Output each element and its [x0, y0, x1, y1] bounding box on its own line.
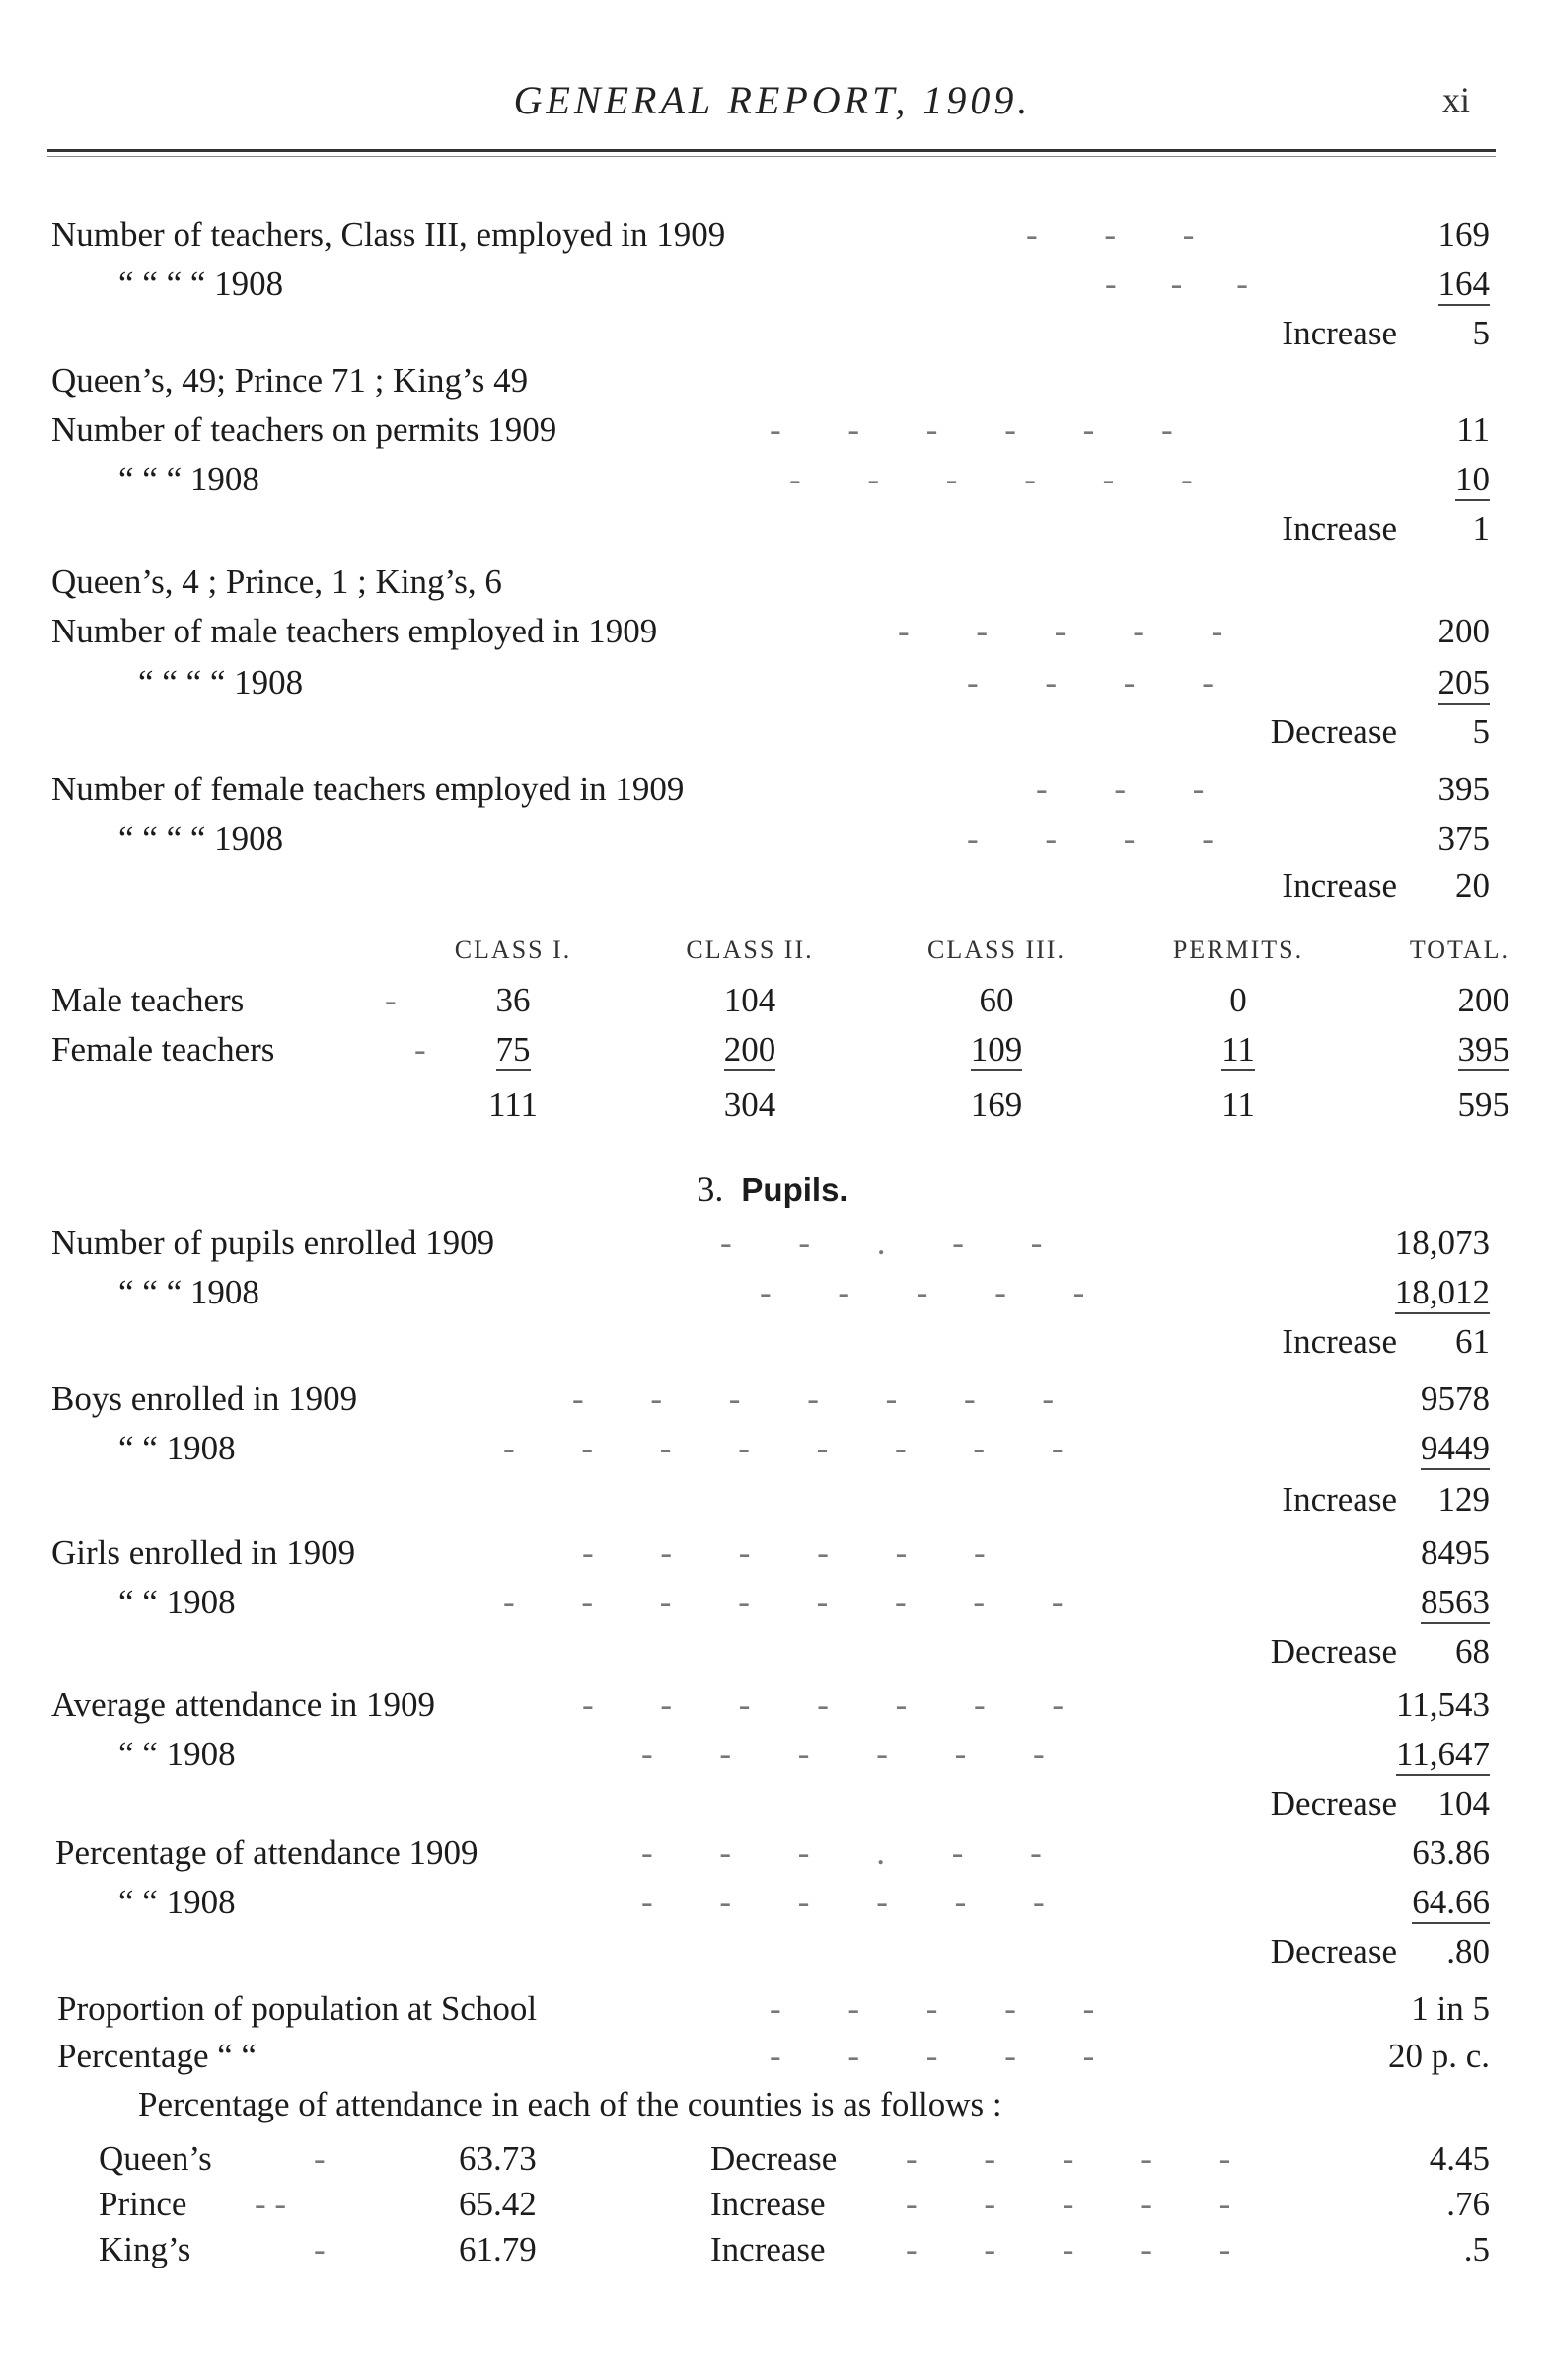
row-label: Female teachers	[51, 1030, 275, 1069]
county-row	[0, 2139, 1545, 2187]
leader-dashes: - - - -	[967, 663, 1217, 702]
difference-label: Increase	[1282, 314, 1397, 352]
stat-label: “ “ “ 1908	[118, 1273, 259, 1311]
stat-row	[0, 1429, 1545, 1476]
stat-row	[0, 1883, 1545, 1930]
difference-label: Decrease	[1270, 1932, 1397, 1971]
stat-label: “ “ 1908	[118, 1735, 236, 1773]
cell-value: 11	[1221, 1030, 1255, 1069]
leader-dashes: - - -	[1026, 215, 1199, 254]
county-change: Decrease	[710, 2139, 838, 2178]
cell-value: 200	[723, 1030, 776, 1069]
county-percent: 63.73	[459, 2139, 537, 2178]
stat-row	[0, 770, 1545, 817]
county-change-value: .5	[1463, 2230, 1490, 2268]
table-cell: 0	[1229, 981, 1247, 1019]
leader-dashes: - - -	[1105, 264, 1252, 303]
stat-row	[0, 1533, 1545, 1581]
stat-value: 205	[1438, 663, 1491, 705]
leader-dashes: - - - - - - -	[582, 1685, 1068, 1724]
stat-value: 200	[1437, 612, 1490, 650]
column-header: CLASS II.	[686, 935, 814, 964]
leader-dashes: - - - -	[967, 819, 1217, 857]
stat-label: Average attendance in 1909	[51, 1685, 436, 1724]
breakdown-text: Queen’s, 49; Prince 71 ; King’s 49	[51, 361, 529, 400]
county-dash: -	[314, 2139, 326, 2178]
section-title: Pupils.	[741, 1171, 848, 1208]
difference-label: Increase	[1282, 1322, 1397, 1361]
total-cell: 11	[1221, 1085, 1255, 1124]
table-cell: 200	[1457, 981, 1509, 1019]
leader-dashes: - - - - -	[906, 2230, 1235, 2268]
table-cell: 60	[979, 981, 1014, 1019]
stat-label: Percentage of attendance 1909	[55, 1833, 478, 1872]
stat-row	[0, 410, 1545, 458]
difference-value: 1	[1472, 509, 1490, 548]
total-cell: 304	[723, 1085, 776, 1124]
county-breakdown	[0, 361, 1545, 409]
stat-label: “ “ 1908	[118, 1429, 236, 1467]
header-rule-thin	[47, 156, 1496, 157]
stat-value: 11,647	[1396, 1735, 1490, 1776]
column-header: CLASS III.	[927, 935, 1066, 964]
county-row	[0, 2185, 1545, 2232]
table-row	[0, 1030, 1545, 1078]
stat-value: 375	[1437, 819, 1490, 857]
stat-value: 169	[1437, 215, 1490, 254]
breakdown-text: Queen’s, 4 ; Prince, 1 ; King’s, 6	[51, 562, 502, 601]
stat-label: Boys enrolled in 1909	[51, 1379, 358, 1418]
leader-dashes: - - - - - -	[789, 460, 1197, 498]
stat-label: Number of teachers on permits 1909	[51, 410, 557, 449]
column-header: CLASS I.	[454, 935, 572, 964]
stat-label: Girls enrolled in 1909	[51, 1533, 356, 1572]
stat-row	[0, 1735, 1545, 1782]
stat-label: “ “ 1908	[118, 1583, 236, 1621]
total-cell: 111	[488, 1085, 538, 1124]
column-header: TOTAL.	[1409, 935, 1509, 964]
county-row	[0, 2230, 1545, 2277]
county-change: Increase	[710, 2185, 826, 2223]
leader-dashes: - - - - -	[770, 2037, 1099, 2075]
difference-row	[0, 1932, 1545, 1979]
table-cell	[414, 1030, 612, 1070]
stat-value: 11,543	[1396, 1685, 1490, 1724]
stat-row	[0, 215, 1545, 262]
table-row	[0, 981, 1545, 1028]
county-intro-text: Percentage of attendance in each of the counties is as follows :	[138, 2085, 1002, 2123]
county-dash: -	[314, 2230, 326, 2268]
table-cell	[1135, 1030, 1342, 1070]
stat-value: 63.86	[1412, 1833, 1490, 1872]
stat-row	[0, 460, 1545, 507]
stat-label: Number of pupils enrolled 1909	[51, 1224, 495, 1262]
leader-dashes: - - - - -	[906, 2139, 1235, 2178]
stat-value: 11	[1456, 410, 1490, 449]
difference-value: .80	[1446, 1932, 1490, 1971]
difference-label: Decrease	[1270, 1784, 1397, 1822]
stat-label: Number of male teachers employed in 1909	[51, 612, 658, 650]
leader-dashes: - - - - - -	[641, 1883, 1049, 1921]
county-name: Queen’s	[99, 2139, 212, 2178]
stat-label: “ “ “ “ 1908	[138, 663, 304, 702]
table-totals-row	[0, 1085, 1545, 1133]
difference-value: 61	[1455, 1322, 1490, 1361]
row-label: Male teachers	[51, 981, 245, 1019]
row-dash: -	[385, 981, 397, 1019]
county-percent: 65.42	[459, 2185, 537, 2223]
county-name: Prince	[99, 2185, 187, 2223]
stat-row	[0, 1989, 1545, 2037]
table-cell	[888, 1030, 1105, 1070]
difference-row	[0, 1322, 1545, 1370]
stat-row	[0, 1273, 1545, 1320]
county-dash: - -	[255, 2185, 287, 2223]
stat-row	[0, 1379, 1545, 1427]
stat-row	[0, 612, 1545, 659]
county-change-value: .76	[1446, 2185, 1490, 2223]
stat-value: 164	[1438, 264, 1491, 306]
leader-dashes: - - - - - -	[582, 1533, 990, 1572]
difference-value: 129	[1437, 1480, 1490, 1519]
difference-value: 68	[1455, 1632, 1490, 1671]
stat-value: 18,073	[1394, 1224, 1490, 1262]
stat-label: Number of teachers, Class III, employed in 1909	[51, 215, 726, 254]
difference-row	[0, 1632, 1545, 1679]
county-percent: 61.79	[459, 2230, 537, 2268]
stat-row	[0, 663, 1545, 710]
difference-row	[0, 1784, 1545, 1831]
stat-row	[0, 819, 1545, 866]
stat-label: “ “ “ “ 1908	[118, 264, 284, 303]
header-rule	[47, 149, 1496, 152]
leader-dashes: - - - - -	[770, 1989, 1099, 2028]
running-header-title: GENERAL REPORT, 1909.	[513, 78, 1032, 122]
stat-label: Proportion of population at School	[57, 1989, 538, 2028]
leader-dashes: - - - - - -	[641, 1735, 1049, 1773]
section-heading	[0, 1168, 1545, 1210]
difference-label: Increase	[1282, 866, 1397, 905]
difference-row	[0, 509, 1545, 557]
table-cell	[651, 1030, 848, 1070]
stat-row	[0, 1224, 1545, 1271]
difference-value: 104	[1437, 1784, 1490, 1822]
stat-label: “ “ “ “ 1908	[118, 819, 284, 857]
stat-row	[0, 1833, 1545, 1881]
leader-dashes: - - - - -	[898, 612, 1227, 650]
leader-dashes: - - - - -	[760, 1273, 1089, 1311]
leader-dashes: - - . - -	[720, 1224, 1047, 1262]
difference-row	[0, 712, 1545, 760]
leader-dashes: - - - - -	[906, 2185, 1235, 2223]
table-cell	[1342, 1030, 1509, 1070]
stat-value: 20 p. c.	[1387, 2037, 1490, 2075]
county-change: Increase	[710, 2230, 826, 2268]
leader-dashes: - - - . - -	[641, 1833, 1046, 1872]
county-breakdown	[0, 562, 1545, 610]
section-number: 3.	[697, 1169, 724, 1209]
cell-value: 109	[970, 1030, 1023, 1069]
stat-value: 8495	[1421, 1533, 1490, 1572]
stat-value: 9449	[1421, 1429, 1490, 1470]
stat-label: Percentage “ “	[57, 2037, 258, 2075]
leader-dashes: - - - - - -	[770, 410, 1177, 449]
stat-value: 395	[1437, 770, 1490, 808]
leader-dashes: - - - - - - - -	[503, 1429, 1067, 1467]
column-header: PERMITS.	[1172, 935, 1304, 964]
page-number: xi	[1442, 80, 1471, 119]
stat-label: “ “ “ 1908	[118, 460, 259, 498]
difference-value: 5	[1472, 712, 1490, 751]
difference-label: Increase	[1282, 1480, 1397, 1519]
stat-value: 8563	[1421, 1583, 1490, 1624]
difference-label: Decrease	[1270, 712, 1397, 751]
stat-value: 18,012	[1395, 1273, 1490, 1314]
stat-value: 1 in 5	[1411, 1989, 1490, 2028]
difference-label: Increase	[1282, 509, 1397, 548]
stat-value: 64.66	[1412, 1883, 1490, 1924]
cell-value: 75	[495, 1030, 531, 1069]
stat-row	[0, 1685, 1545, 1733]
stat-row	[0, 1583, 1545, 1630]
difference-value: 5	[1472, 314, 1490, 352]
table-cell: 36	[495, 981, 531, 1019]
difference-row	[0, 314, 1545, 361]
stat-value: 10	[1455, 460, 1490, 501]
leader-dashes: - - - - - - -	[572, 1379, 1059, 1418]
table-cell: 104	[723, 981, 776, 1019]
stat-value: 9578	[1421, 1379, 1490, 1418]
difference-row	[0, 1480, 1545, 1527]
county-change-value: 4.45	[1429, 2139, 1490, 2178]
total-cell: 595	[1457, 1085, 1509, 1124]
difference-row	[0, 866, 1545, 914]
county-name: King’s	[99, 2230, 191, 2268]
total-cell: 169	[970, 1085, 1023, 1124]
leader-dashes: - - -	[1036, 770, 1209, 808]
teachers-table-header	[0, 935, 1545, 975]
cell-value: 395	[1457, 1030, 1509, 1069]
row-dash: -	[414, 1030, 426, 1069]
stat-row	[0, 2037, 1545, 2084]
difference-value: 20	[1455, 866, 1490, 905]
stat-label: Number of female teachers employed in 1909	[51, 770, 685, 808]
leader-dashes: - - - - - - - -	[503, 1583, 1067, 1621]
stat-label: “ “ 1908	[118, 1883, 236, 1921]
difference-label: Decrease	[1270, 1632, 1397, 1671]
stat-row	[0, 264, 1545, 312]
